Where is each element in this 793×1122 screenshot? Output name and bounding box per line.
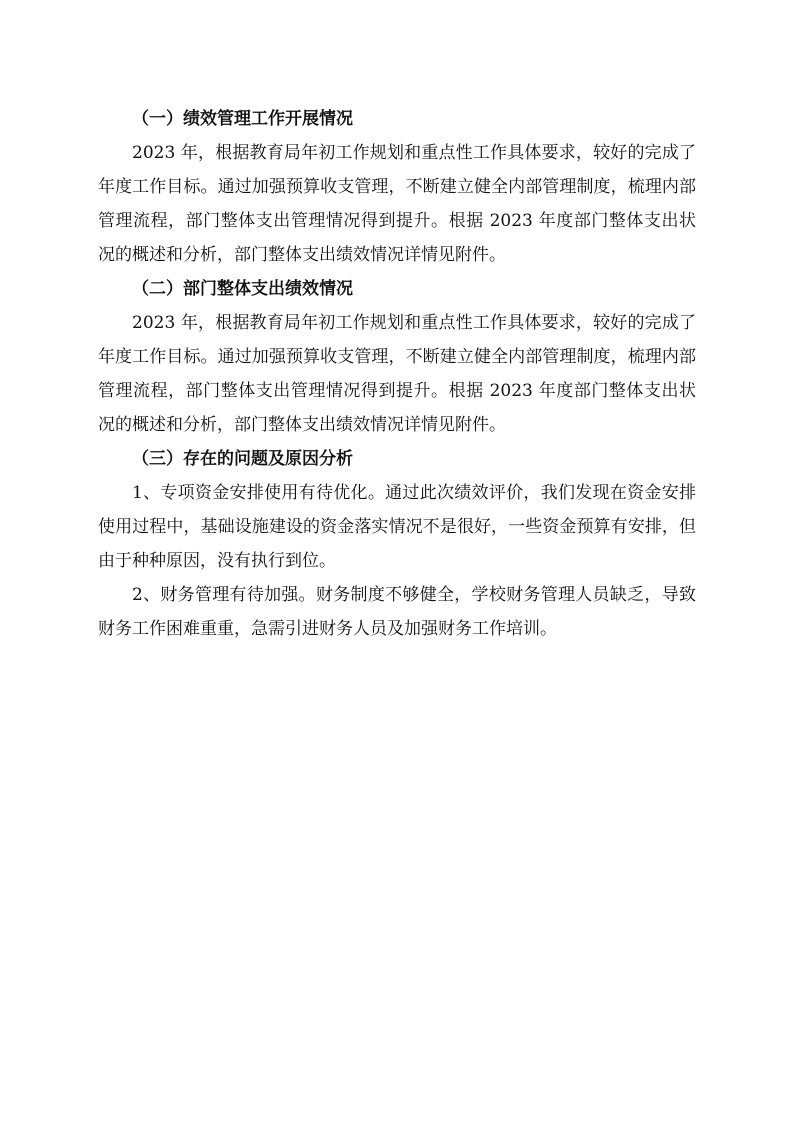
section-heading-department-expenditure: （二）部门整体支出绩效情况 xyxy=(132,279,353,299)
document-body xyxy=(98,102,696,646)
paragraph-performance-management: 2023 年，根据教育局年初工作规划和重点性工作具体要求，较好的完成了年度工作目标。通过加强预算收支管理，不断建立健全内部管理制度，梳理内部管理流程，部门整体支出管理情况得到提升。根据 2023 年度部门整体支出状况的概述和分析，部门整体支出绩效情况详情见附件。 xyxy=(98,143,696,265)
section-heading-performance-management: （一）绩效管理工作开展情况 xyxy=(132,109,353,129)
paragraph-problem-special-funds: 1、专项资金安排使用有待优化。通过此次绩效评价，我们发现在资金安排使用过程中，基础设施建设的资金落实情况不是很好，一些资金预算有安排，但由于种种原因，没有执行到位。 xyxy=(98,483,696,571)
paragraph-problem-financial-management: 2、财务管理有待加强。财务制度不够健全，学校财务管理人员缺乏，导致财务工作困难重重，急需引进财务人员及加强财务工作培训。 xyxy=(98,585,696,639)
paragraph-department-expenditure: 2023 年，根据教育局年初工作规划和重点性工作具体要求，较好的完成了年度工作目标。通过加强预算收支管理，不断建立健全内部管理制度，梳理内部管理流程，部门整体支出管理情况得到提升。根据 2023 年度部门整体支出状况的概述和分析，部门整体支出绩效情况详情见附件。 xyxy=(98,313,696,435)
section-heading-problems-analysis: （三）存在的问题及原因分析 xyxy=(132,449,353,469)
